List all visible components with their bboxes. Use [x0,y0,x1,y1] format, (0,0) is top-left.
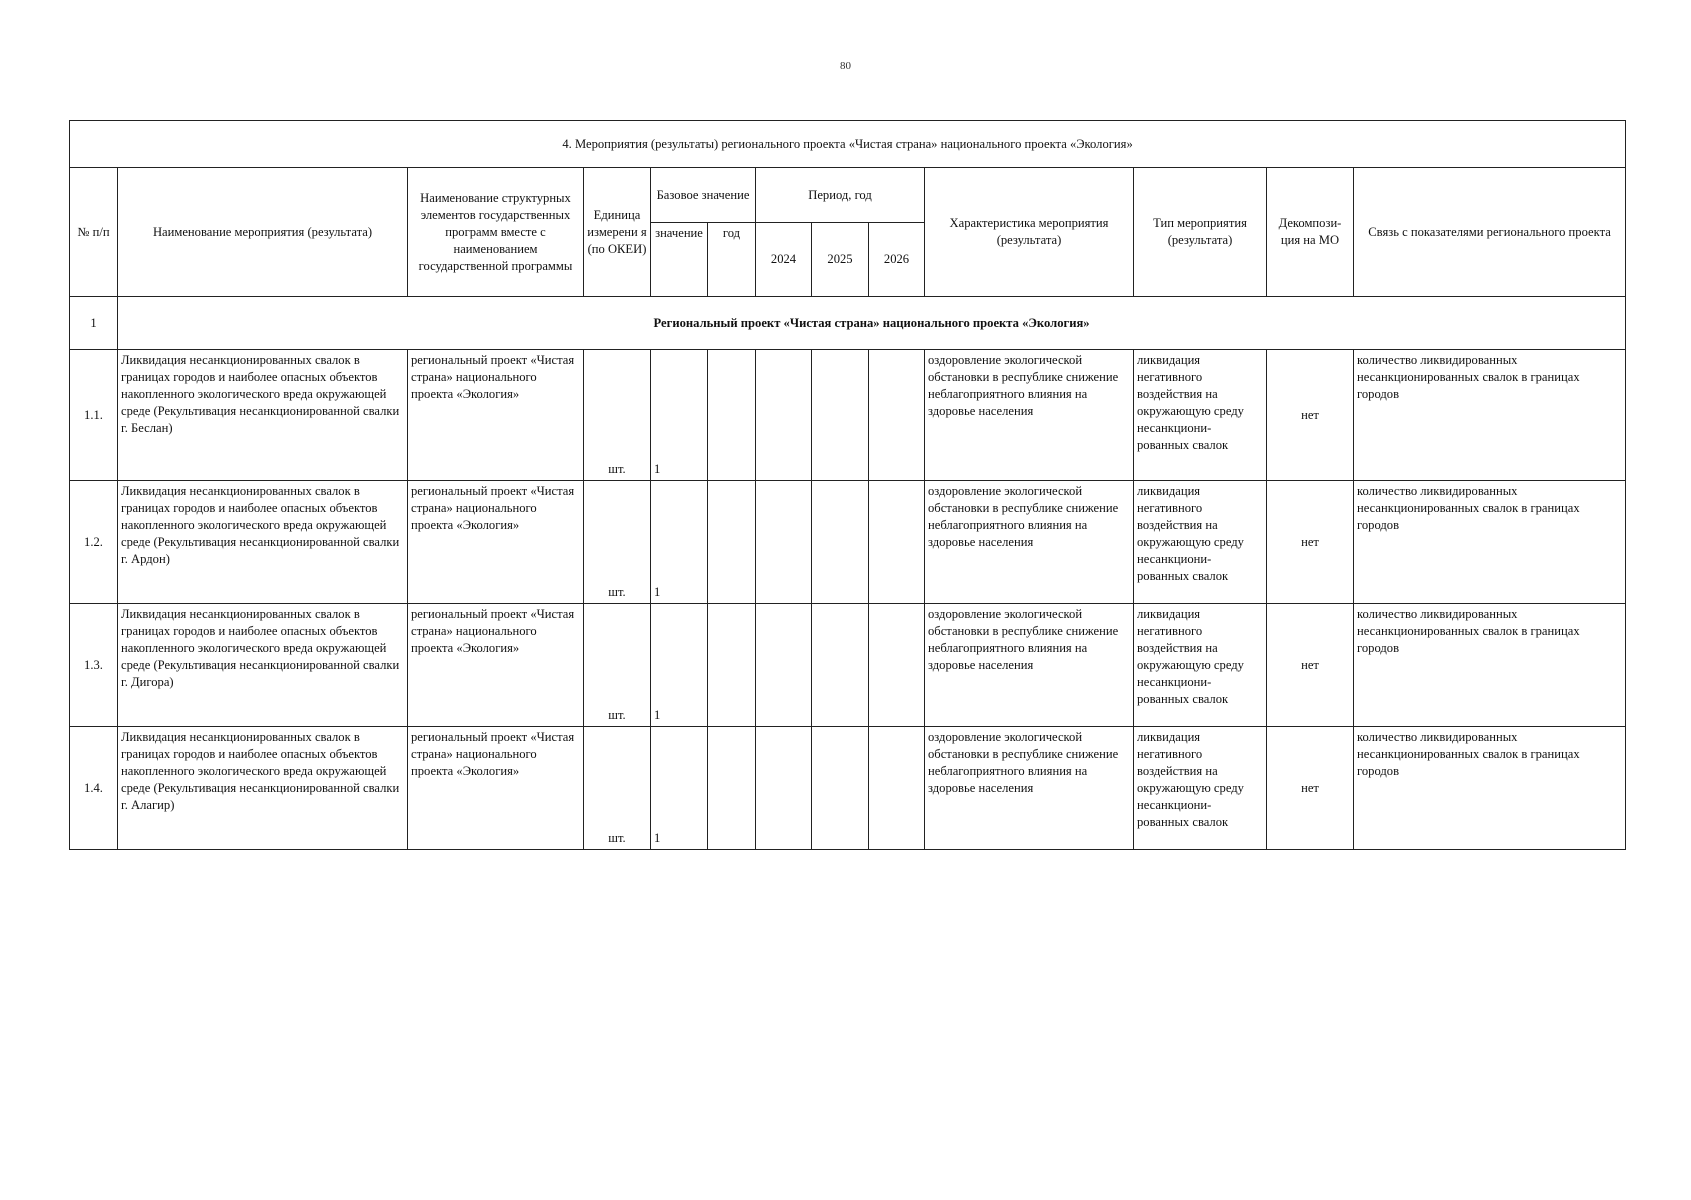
row-base-year [708,727,756,850]
row-2024 [756,481,812,604]
table-title-row [70,121,1626,168]
row-2026 [869,481,925,604]
row-2026 [869,727,925,850]
header-name: Наименование мероприятия (результата) [118,168,408,297]
row-unit: шт. [584,727,651,850]
header-base-year: год [708,223,756,297]
row-characteristic: оздоровление экологической обстановки в республике снижение неблагоприятного влияния на здоровье населения [925,604,1134,727]
row-2025 [812,727,869,850]
row-link: количество ликвидированных несанкционированных свалок в границах городов [1354,604,1626,727]
row-2024 [756,727,812,850]
row-2025 [812,604,869,727]
header-type: Тип мероприятия (результата) [1134,168,1267,297]
row-unit: шт. [584,481,651,604]
section-num: 1 [70,297,118,350]
row-type: ликвидация негативного воздействия на окружающую среду несанкциони-рованных свалок [1134,481,1267,604]
row-2025 [812,350,869,481]
row-struct: региональный проект «Чистая страна» национального проекта «Экология» [408,727,584,850]
row-decomposition: нет [1267,727,1354,850]
header-base: Базовое значение [651,168,756,223]
row-2024 [756,604,812,727]
header-characteristic: Характеристика мероприятия (результата) [925,168,1134,297]
row-type: ликвидация негативного воздействия на окружающую среду несанкциони-рованных свалок [1134,604,1267,727]
row-type: ликвидация негативного воздействия на окружающую среду несанкциони-рованных свалок [1134,727,1267,850]
row-base-value: 1 [651,604,708,727]
row-num: 1.4. [70,727,118,850]
row-name: Ликвидация несанкционированных свалок в границах городов и наиболее опасных объектов накопленного экологического вреда окружающей среде (Рекультивация несанкционированной свалки г. Беслан) [118,350,408,481]
page-number: 80 [840,60,851,72]
table-row [70,350,1626,481]
header-2024: 2024 [756,223,812,297]
header-2025: 2025 [812,223,869,297]
row-characteristic: оздоровление экологической обстановки в республике снижение неблагоприятного влияния на здоровье населения [925,350,1134,481]
row-struct: региональный проект «Чистая страна» национального проекта «Экология» [408,350,584,481]
row-name: Ликвидация несанкционированных свалок в границах городов и наиболее опасных объектов накопленного экологического вреда окружающей среде (Рекультивация несанкционированной свалки г. Ардон) [118,481,408,604]
row-struct: региональный проект «Чистая страна» национального проекта «Экология» [408,604,584,727]
row-unit: шт. [584,350,651,481]
row-struct: региональный проект «Чистая страна» национального проекта «Экология» [408,481,584,604]
table-row [70,604,1626,727]
row-num: 1.1. [70,350,118,481]
row-base-value: 1 [651,481,708,604]
row-link: количество ликвидированных несанкционированных свалок в границах городов [1354,727,1626,850]
table-row [70,727,1626,850]
row-base-value: 1 [651,350,708,481]
row-decomposition: нет [1267,604,1354,727]
section-title: Региональный проект «Чистая страна» национального проекта «Экология» [118,297,1626,350]
row-num: 1.2. [70,481,118,604]
events-table [69,120,1626,850]
header-row-1 [70,168,1626,223]
header-link: Связь с показателями регионального проекта [1354,168,1626,297]
header-unit: Единица измерени я (по ОКЕИ) [584,168,651,297]
row-name: Ликвидация несанкционированных свалок в границах городов и наиболее опасных объектов накопленного экологического вреда окружающей среде (Рекультивация несанкционированной свалки г. Дигора) [118,604,408,727]
header-period: Период, год [756,168,925,223]
row-decomposition: нет [1267,481,1354,604]
row-2026 [869,604,925,727]
row-2024 [756,350,812,481]
row-base-year [708,481,756,604]
header-2026: 2026 [869,223,925,297]
header-struct: Наименование структурных элементов государственных программ вместе с наименованием государственной программы [408,168,584,297]
row-base-value: 1 [651,727,708,850]
section-row [70,297,1626,350]
table-title: 4. Мероприятия (результаты) регионального проекта «Чистая страна» национального проекта «Экология» [70,121,1626,168]
row-2025 [812,481,869,604]
row-base-year [708,350,756,481]
row-characteristic: оздоровление экологической обстановки в республике снижение неблагоприятного влияния на здоровье населения [925,727,1134,850]
row-2026 [869,350,925,481]
row-link: количество ликвидированных несанкционированных свалок в границах городов [1354,350,1626,481]
header-decomposition: Декомпози-ция на МО [1267,168,1354,297]
row-name: Ликвидация несанкционированных свалок в границах городов и наиболее опасных объектов накопленного экологического вреда окружающей среде (Рекультивация несанкционированной свалки г. Алагир) [118,727,408,850]
row-link: количество ликвидированных несанкционированных свалок в границах городов [1354,481,1626,604]
row-decomposition: нет [1267,350,1354,481]
row-unit: шт. [584,604,651,727]
row-base-year [708,604,756,727]
header-base-value: значение [651,223,708,297]
row-characteristic: оздоровление экологической обстановки в республике снижение неблагоприятного влияния на здоровье населения [925,481,1134,604]
row-type: ликвидация негативного воздействия на окружающую среду несанкциони-рованных свалок [1134,350,1267,481]
header-num: № п/п [70,168,118,297]
table-row [70,481,1626,604]
row-num: 1.3. [70,604,118,727]
